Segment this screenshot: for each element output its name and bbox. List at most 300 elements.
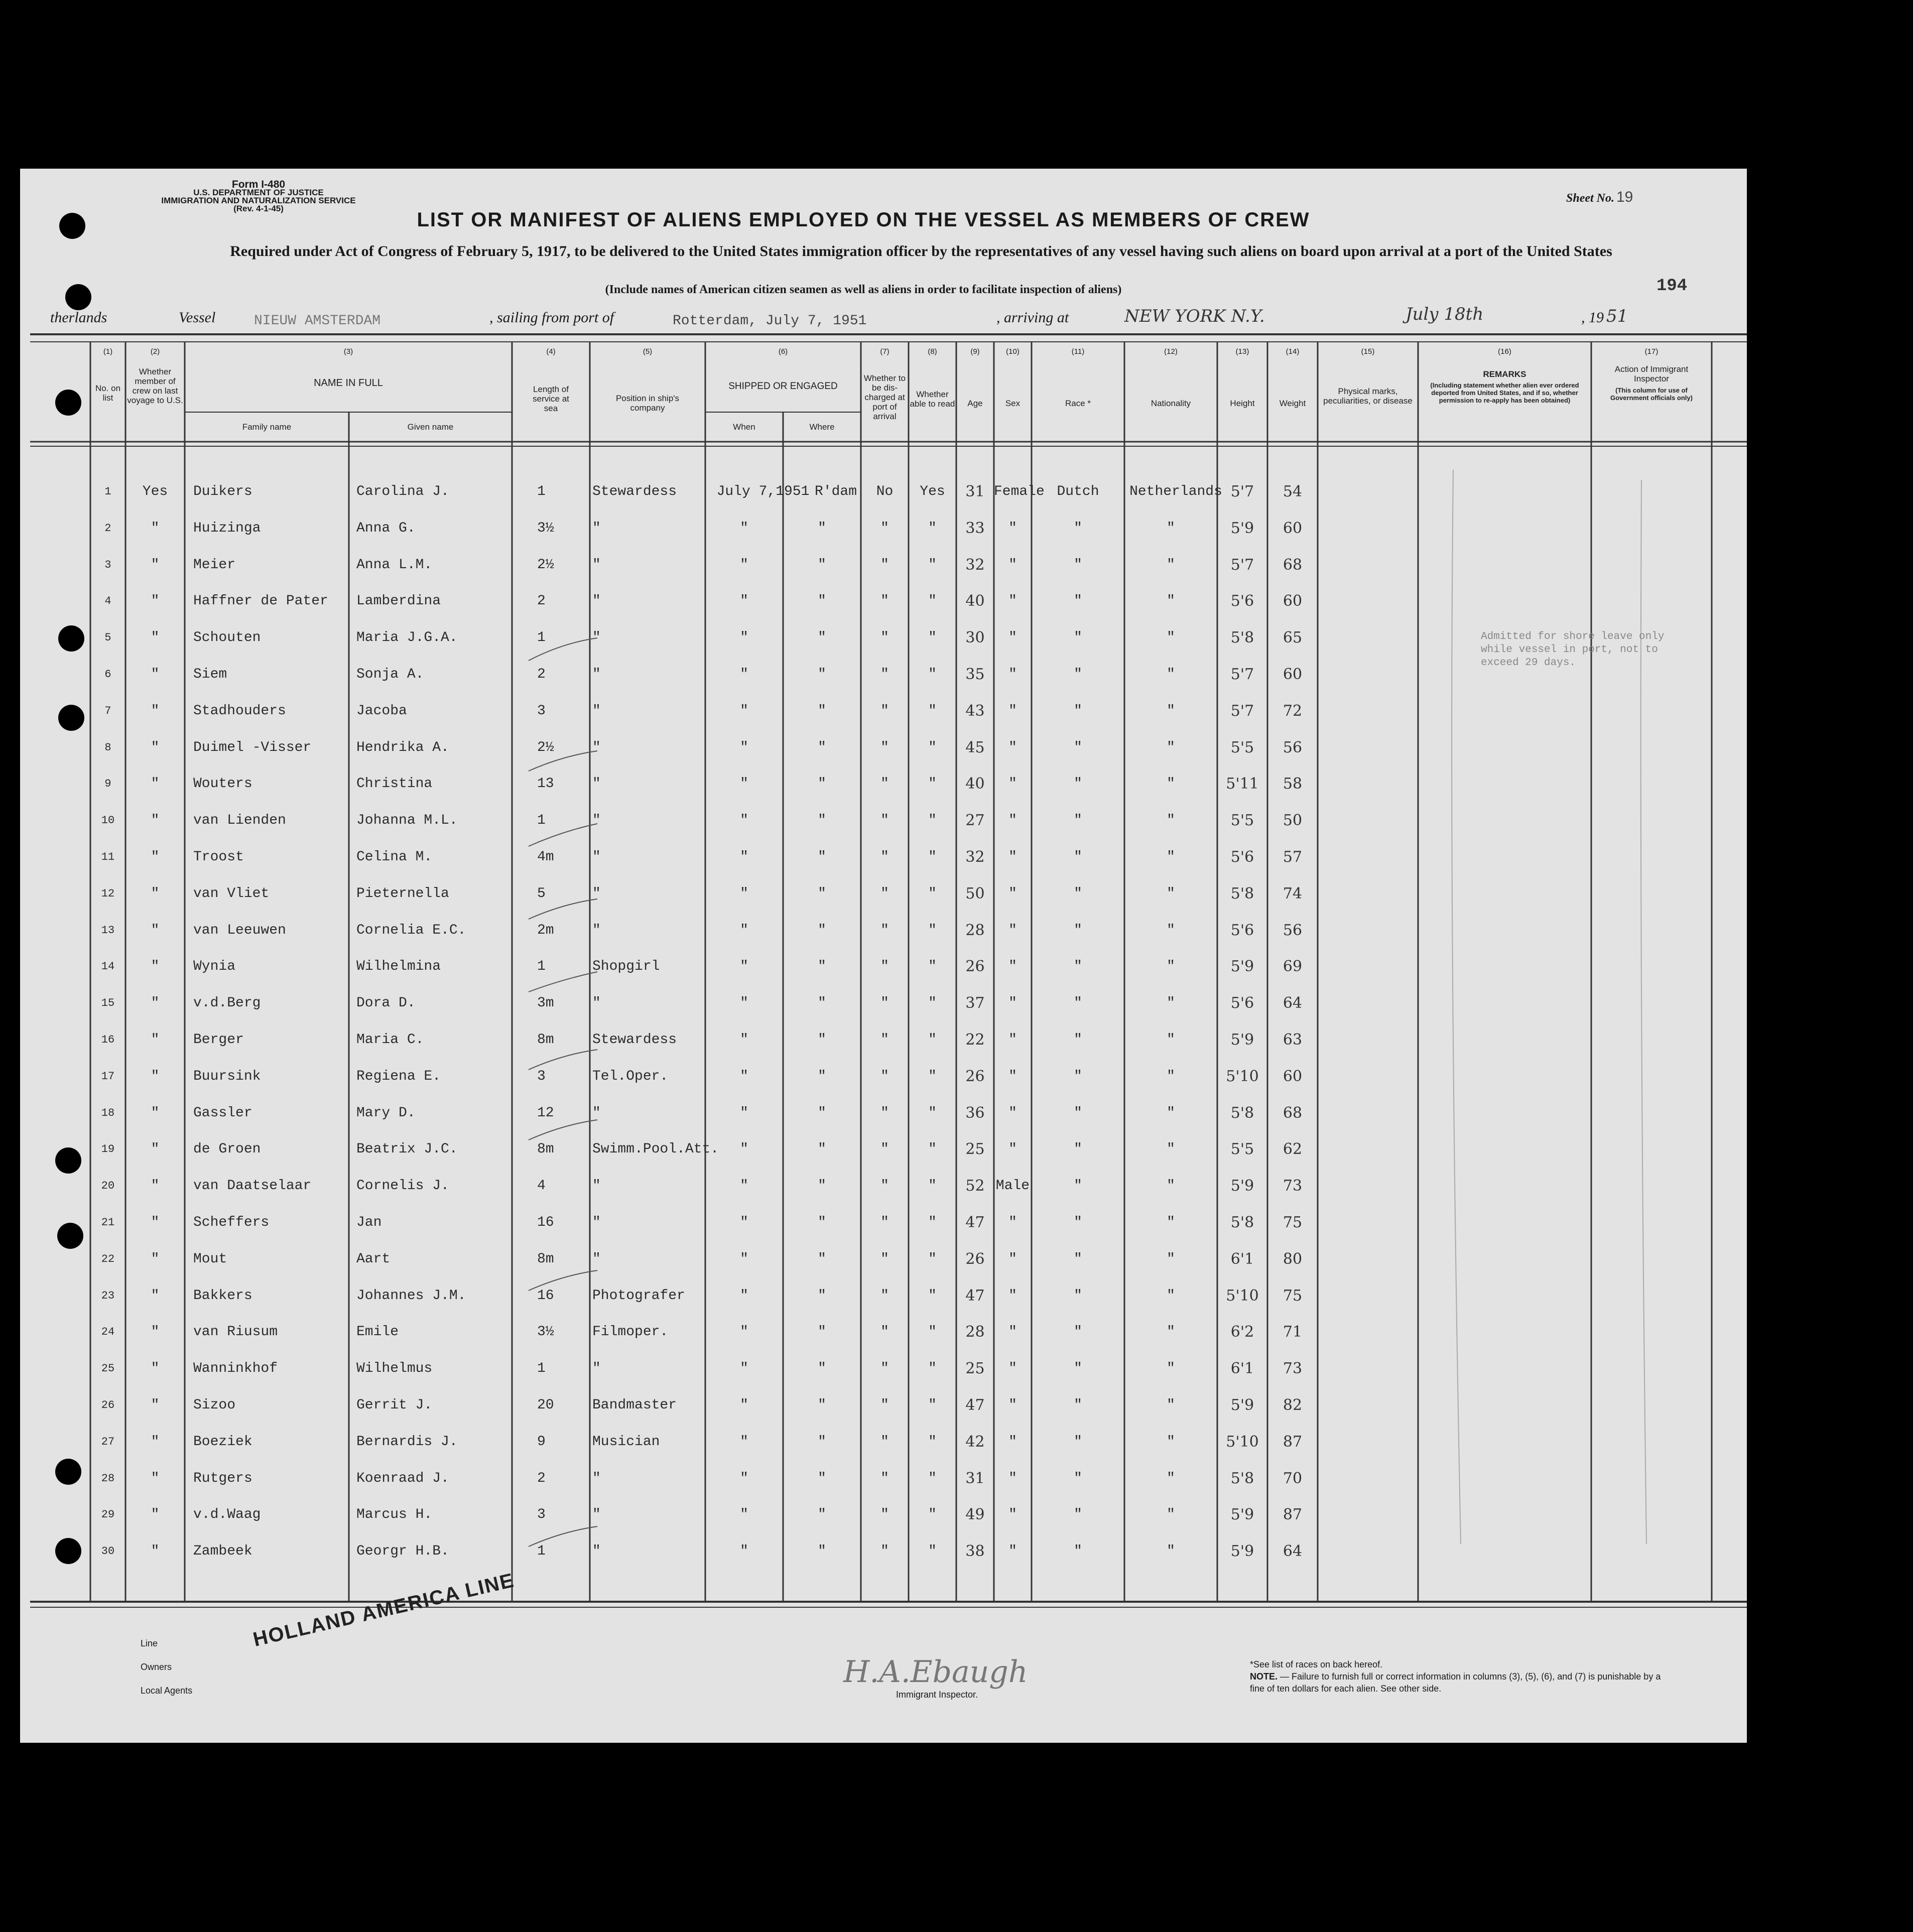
cell-when: " bbox=[740, 776, 748, 792]
cell-read: " bbox=[928, 1507, 937, 1523]
cell-service: 16 bbox=[537, 1287, 554, 1304]
cell-sex: " bbox=[1008, 776, 1017, 792]
cell-no: 19 bbox=[101, 1143, 115, 1156]
col17-sublabel: (This column for use of Government officials only) bbox=[1610, 387, 1693, 402]
cell-disch: " bbox=[880, 1507, 889, 1523]
cell-when: " bbox=[740, 813, 748, 829]
cell-race: " bbox=[1074, 1105, 1082, 1121]
cell-height: 5'8 bbox=[1230, 1104, 1254, 1122]
cell-height: 5'6 bbox=[1230, 848, 1254, 866]
cell-family: Bakkers bbox=[193, 1287, 252, 1304]
arrival-date: July 18th bbox=[1406, 304, 1484, 324]
sailing-label: , sailing from port of bbox=[489, 309, 614, 326]
cell-sex: " bbox=[1008, 813, 1017, 829]
cell-where: " bbox=[818, 1434, 826, 1450]
cell-nat: " bbox=[1167, 1543, 1175, 1560]
cell-nat: " bbox=[1167, 849, 1175, 865]
cell-age: 22 bbox=[965, 1031, 985, 1049]
cell-position: " bbox=[592, 885, 601, 901]
cell-when: " bbox=[740, 667, 748, 682]
cell-where: " bbox=[818, 1105, 826, 1121]
cell-read: " bbox=[928, 1434, 937, 1450]
cell-sex: " bbox=[1008, 1324, 1017, 1340]
cell-weight: 71 bbox=[1283, 1323, 1303, 1341]
cell-age: 43 bbox=[965, 702, 985, 720]
cell-sex: " bbox=[1008, 1251, 1017, 1267]
cell-weight: 50 bbox=[1283, 812, 1303, 830]
cell-race: " bbox=[1074, 520, 1082, 536]
cell-race: " bbox=[1074, 739, 1082, 755]
col8-label: Whether able to read bbox=[910, 390, 955, 409]
cell-service: 3½ bbox=[537, 1324, 554, 1340]
cell-weight: 73 bbox=[1283, 1360, 1303, 1378]
cell-no: 1 bbox=[104, 485, 111, 498]
cell-given: Johanna M.L. bbox=[356, 813, 458, 829]
col13-label: Height bbox=[1230, 399, 1255, 408]
cell-position: Stewardess bbox=[592, 484, 677, 499]
cell-nat: " bbox=[1167, 739, 1175, 755]
cell-disch: " bbox=[880, 557, 889, 573]
cell-where: " bbox=[818, 995, 826, 1011]
arriving-label: , arriving at bbox=[996, 309, 1069, 326]
cell-no: 8 bbox=[104, 741, 111, 754]
cell-service: 4m bbox=[537, 849, 554, 865]
cell-weight: 56 bbox=[1283, 738, 1303, 756]
cell-when: " bbox=[740, 1507, 748, 1523]
cell-nat: " bbox=[1167, 1178, 1175, 1194]
cell-read: " bbox=[928, 1068, 937, 1084]
cell-service: 8m bbox=[537, 1141, 554, 1157]
col1-label: No. on list bbox=[95, 383, 121, 403]
cell-disch: " bbox=[880, 1434, 889, 1450]
cell-last: " bbox=[151, 1105, 160, 1121]
cell-sex: Male bbox=[995, 1178, 1030, 1194]
col15-label: Physical marks, peculiarities, or disease bbox=[1323, 387, 1413, 406]
cell-where: " bbox=[818, 813, 826, 829]
cell-where: " bbox=[818, 630, 826, 646]
cell-nat: " bbox=[1167, 1141, 1175, 1157]
cell-given: Hendrika A. bbox=[356, 739, 449, 755]
cell-disch: " bbox=[880, 995, 889, 1011]
cell-last: " bbox=[151, 995, 160, 1011]
col11-label: Race * bbox=[1065, 399, 1091, 408]
cell-no: 28 bbox=[101, 1472, 115, 1485]
cell-age: 37 bbox=[965, 994, 985, 1012]
cell-weight: 64 bbox=[1283, 994, 1303, 1012]
cell-given: Lamberdina bbox=[356, 593, 441, 609]
cell-no: 5 bbox=[104, 631, 111, 645]
cell-position: Tel.Oper. bbox=[592, 1068, 669, 1084]
cell-read: " bbox=[928, 1397, 937, 1413]
cell-family: Duimel -Visser bbox=[193, 739, 312, 755]
col6-label: SHIPPED OR ENGAGED bbox=[728, 381, 838, 392]
cell-race: " bbox=[1074, 776, 1082, 792]
cell-nat: " bbox=[1167, 995, 1175, 1011]
cell-race: " bbox=[1074, 1141, 1082, 1157]
cell-height: 5'10 bbox=[1226, 1433, 1259, 1451]
cell-disch: " bbox=[880, 1397, 889, 1413]
cell-sex: " bbox=[1008, 739, 1017, 755]
cell-sex: " bbox=[1008, 593, 1017, 609]
cell-height: 5'7 bbox=[1230, 483, 1254, 500]
cell-read: " bbox=[928, 1324, 937, 1340]
cell-position: " bbox=[592, 739, 601, 755]
cell-height: 5'9 bbox=[1230, 1177, 1254, 1195]
cell-no: 2 bbox=[104, 522, 111, 535]
col12-number: (12) bbox=[1164, 347, 1178, 356]
cell-disch: " bbox=[880, 959, 889, 975]
cell-sex: " bbox=[1008, 959, 1017, 975]
cell-when: " bbox=[740, 1434, 748, 1450]
cell-family: van Lienden bbox=[193, 813, 286, 829]
cell-disch: " bbox=[880, 776, 889, 792]
cell-race: " bbox=[1074, 813, 1082, 829]
col5-number: (5) bbox=[643, 347, 653, 356]
col14-number: (14) bbox=[1286, 347, 1300, 356]
service: IMMIGRATION AND NATURALIZATION SERVICE bbox=[161, 196, 356, 205]
col17-number: (17) bbox=[1644, 347, 1659, 356]
cell-age: 42 bbox=[965, 1433, 985, 1451]
cell-race: " bbox=[1074, 1215, 1082, 1230]
cell-where: " bbox=[818, 1032, 826, 1048]
cell-read: " bbox=[928, 630, 937, 646]
cell-last: " bbox=[151, 813, 160, 829]
cell-family: Duikers bbox=[193, 484, 252, 499]
cell-position: " bbox=[592, 1105, 601, 1121]
arrival-port: NEW YORK N.Y. bbox=[1124, 306, 1265, 326]
col7-label: Whether to be dis-charged at port of arrival bbox=[863, 373, 906, 421]
cell-no: 25 bbox=[101, 1362, 115, 1375]
cell-weight: 87 bbox=[1283, 1506, 1303, 1524]
cell-sex: " bbox=[1008, 1434, 1017, 1450]
cell-family: Gassler bbox=[193, 1105, 252, 1121]
cell-when: " bbox=[740, 1178, 748, 1194]
cell-sex: " bbox=[1008, 1470, 1017, 1486]
cell-where: " bbox=[818, 885, 826, 901]
cell-service: 3 bbox=[537, 703, 546, 719]
cell-where: " bbox=[818, 922, 826, 938]
cell-where: " bbox=[818, 1068, 826, 1084]
cell-nat: " bbox=[1167, 1507, 1175, 1523]
cell-given: Celina M. bbox=[356, 849, 433, 865]
cell-disch: " bbox=[880, 1105, 889, 1121]
cell-no: 4 bbox=[104, 595, 111, 608]
cell-family: Schouten bbox=[193, 630, 261, 646]
local-agents-label: Local Agents bbox=[141, 1686, 193, 1696]
cell-age: 26 bbox=[965, 1250, 985, 1268]
cell-disch: " bbox=[880, 703, 889, 719]
cell-nat: " bbox=[1167, 1397, 1175, 1413]
cell-last: " bbox=[151, 1141, 160, 1157]
cell-sex: " bbox=[1008, 1141, 1017, 1157]
cell-read: " bbox=[928, 557, 937, 573]
cell-sex: " bbox=[1008, 557, 1017, 573]
cell-where: " bbox=[818, 1507, 826, 1523]
cell-age: 31 bbox=[965, 483, 985, 500]
cell-no: 23 bbox=[101, 1289, 115, 1302]
cell-where: " bbox=[818, 1215, 826, 1230]
cell-family: Zambeek bbox=[193, 1543, 252, 1560]
cell-race: Dutch bbox=[1057, 484, 1099, 499]
cell-position: Stewardess bbox=[592, 1032, 677, 1048]
line-label: Line bbox=[141, 1638, 158, 1648]
cell-weight: 60 bbox=[1283, 519, 1303, 537]
cell-height: 5'6 bbox=[1230, 921, 1254, 939]
cell-sex: " bbox=[1008, 1287, 1017, 1304]
cell-height: 5'9 bbox=[1230, 958, 1254, 976]
cell-service: 5 bbox=[537, 885, 546, 901]
col17-label: Action of Immigrant Inspector bbox=[1614, 364, 1689, 383]
cell-sex: " bbox=[1008, 667, 1017, 682]
cell-last: " bbox=[151, 776, 160, 792]
cell-last: " bbox=[151, 959, 160, 975]
cell-read: Yes bbox=[920, 484, 945, 499]
cell-weight: 54 bbox=[1283, 483, 1303, 500]
cell-when: " bbox=[740, 959, 748, 975]
cell-read: " bbox=[928, 1215, 937, 1230]
cell-last: " bbox=[151, 1215, 160, 1230]
cell-age: 52 bbox=[965, 1177, 985, 1195]
cell-position: " bbox=[592, 630, 601, 646]
cell-age: 25 bbox=[965, 1140, 985, 1158]
cell-height: 5'9 bbox=[1230, 1031, 1254, 1049]
cell-position: " bbox=[592, 1215, 601, 1230]
cell-age: 28 bbox=[965, 1323, 985, 1341]
cell-weight: 56 bbox=[1283, 921, 1303, 939]
cell-height: 5'10 bbox=[1226, 1286, 1259, 1305]
cell-sex: " bbox=[1008, 885, 1017, 901]
cell-given: Regiena E. bbox=[356, 1068, 441, 1084]
cell-given: Jacoba bbox=[356, 703, 407, 719]
cell-height: 5'11 bbox=[1226, 775, 1259, 793]
cell-height: 5'8 bbox=[1230, 884, 1254, 903]
vessel-label: Vessel bbox=[179, 309, 216, 326]
cell-weight: 64 bbox=[1283, 1542, 1303, 1561]
cell-read: " bbox=[928, 922, 937, 938]
cell-service: 3 bbox=[537, 1068, 546, 1084]
cell-height: 6'1 bbox=[1230, 1360, 1254, 1378]
cell-last: " bbox=[151, 739, 160, 755]
cell-given: Mary D. bbox=[356, 1105, 416, 1121]
cell-race: " bbox=[1074, 1068, 1082, 1084]
cell-service: 2 bbox=[537, 667, 546, 682]
cell-when: " bbox=[740, 885, 748, 901]
cell-age: 38 bbox=[965, 1542, 985, 1561]
cell-height: 5'7 bbox=[1230, 666, 1254, 683]
cell-nat: " bbox=[1167, 1361, 1175, 1377]
cell-last: " bbox=[151, 630, 160, 646]
cell-family: Buursink bbox=[193, 1068, 261, 1084]
cell-read: " bbox=[928, 520, 937, 536]
col3-given-label: Given name bbox=[407, 422, 454, 432]
cell-sex: " bbox=[1008, 849, 1017, 865]
cell-family: Haffner de Pater bbox=[193, 593, 328, 609]
cell-read: " bbox=[928, 593, 937, 609]
col15-number: (15) bbox=[1361, 347, 1375, 356]
col12-label: Nationality bbox=[1151, 399, 1191, 408]
cell-age: 26 bbox=[965, 1067, 985, 1085]
cell-where: " bbox=[818, 1287, 826, 1304]
cell-age: 33 bbox=[965, 519, 985, 537]
cell-last: " bbox=[151, 885, 160, 901]
cell-no: 21 bbox=[101, 1216, 115, 1229]
cell-last: " bbox=[151, 593, 160, 609]
cell-read: " bbox=[928, 667, 937, 682]
document-title: LIST OR MANIFEST OF ALIENS EMPLOYED ON THE VESSEL AS MEMBERS OF CREW bbox=[417, 209, 1310, 231]
cell-weight: 60 bbox=[1283, 666, 1303, 683]
cell-family: Scheffers bbox=[193, 1215, 270, 1230]
cell-family: Siem bbox=[193, 667, 227, 682]
cell-race: " bbox=[1074, 1361, 1082, 1377]
cell-no: 17 bbox=[101, 1070, 115, 1083]
cell-race: " bbox=[1074, 1543, 1082, 1560]
cell-disch: " bbox=[880, 1178, 889, 1194]
cell-family: Stadhouders bbox=[193, 703, 286, 719]
cell-sex: " bbox=[1008, 1032, 1017, 1048]
cell-age: 40 bbox=[965, 775, 985, 793]
cell-when: " bbox=[740, 1361, 748, 1377]
cell-nat: " bbox=[1167, 776, 1175, 792]
cell-when: " bbox=[740, 739, 748, 755]
cell-sex: " bbox=[1008, 1361, 1017, 1377]
cell-read: " bbox=[928, 1543, 937, 1560]
cell-nat: " bbox=[1167, 885, 1175, 901]
cell-height: 5'8 bbox=[1230, 629, 1254, 647]
cell-when: " bbox=[740, 1324, 748, 1340]
cell-read: " bbox=[928, 885, 937, 901]
cell-where: " bbox=[818, 849, 826, 865]
cell-race: " bbox=[1074, 557, 1082, 573]
cell-when: " bbox=[740, 703, 748, 719]
document-subtitle: Required under Act of Congress of February 5, 1917, to be delivered to the United States immigration officer by the representatives of any vessel having such aliens on board upon arrival at a port of the United States bbox=[230, 243, 1612, 260]
cell-given: Cornelia E.C. bbox=[356, 922, 466, 938]
cell-no: 9 bbox=[104, 778, 111, 791]
cell-given: Beatrix J.C. bbox=[356, 1141, 458, 1157]
cell-race: " bbox=[1074, 1470, 1082, 1486]
cell-where: " bbox=[818, 1397, 826, 1413]
cell-disch: " bbox=[880, 1032, 889, 1048]
cell-no: 20 bbox=[101, 1180, 115, 1193]
sheet-label: Sheet No. bbox=[1566, 192, 1614, 205]
sheet-value: 19 bbox=[1616, 189, 1633, 205]
cell-height: 5'8 bbox=[1230, 1214, 1254, 1231]
col5-label: Position in ship's company bbox=[615, 394, 680, 413]
cell-when: " bbox=[740, 1215, 748, 1230]
cell-family: Huizinga bbox=[193, 520, 261, 536]
col16-sublabel: (Including statement whether alien ever ordered deported from United States, and if so, whether permission to re-apply has been obtained) bbox=[1430, 381, 1579, 404]
cell-sex: " bbox=[1008, 1105, 1017, 1121]
cell-when: " bbox=[740, 995, 748, 1011]
cell-height: 6'1 bbox=[1230, 1250, 1254, 1268]
cell-read: " bbox=[928, 1287, 937, 1304]
cell-sex: " bbox=[1008, 1215, 1017, 1230]
cell-no: 16 bbox=[101, 1034, 115, 1046]
cell-given: Georgr H.B. bbox=[356, 1543, 449, 1560]
cell-weight: 74 bbox=[1283, 884, 1303, 903]
note-label: NOTE. bbox=[1250, 1671, 1278, 1682]
cell-age: 47 bbox=[965, 1396, 985, 1414]
cell-sex: " bbox=[1008, 1543, 1017, 1560]
cell-position: Swimm.Pool.Att. bbox=[592, 1141, 719, 1157]
year: 51 bbox=[1606, 306, 1628, 326]
col11-number: (11) bbox=[1071, 347, 1085, 356]
cell-when: " bbox=[740, 1543, 748, 1560]
cell-nat: " bbox=[1167, 1434, 1175, 1450]
cell-position: " bbox=[592, 813, 601, 829]
year-prefix: , 19 bbox=[1581, 309, 1604, 326]
cell-last: " bbox=[151, 667, 160, 682]
cell-weight: 70 bbox=[1283, 1469, 1303, 1487]
col16-number: (16) bbox=[1498, 347, 1511, 356]
footnote bbox=[1250, 1658, 1667, 1695]
cell-service: 8m bbox=[537, 1032, 554, 1048]
cell-position: Filmoper. bbox=[592, 1324, 669, 1340]
cell-where: " bbox=[818, 776, 826, 792]
cell-height: 5'5 bbox=[1230, 1140, 1254, 1158]
cell-where: " bbox=[818, 1324, 826, 1340]
cell-age: 45 bbox=[965, 738, 985, 756]
cell-last: " bbox=[151, 1434, 160, 1450]
cell-family: Rutgers bbox=[193, 1470, 252, 1486]
cell-disch: " bbox=[880, 1470, 889, 1486]
cell-disch: " bbox=[880, 1215, 889, 1230]
cell-service: 1 bbox=[537, 1543, 546, 1560]
cell-nat: " bbox=[1167, 959, 1175, 975]
cell-weight: 68 bbox=[1283, 1104, 1303, 1122]
cell-weight: 69 bbox=[1283, 958, 1303, 976]
cell-when: " bbox=[740, 1287, 748, 1304]
col7-number: (7) bbox=[880, 347, 889, 356]
cell-height: 5'5 bbox=[1230, 812, 1254, 830]
cell-weight: 60 bbox=[1283, 1067, 1303, 1085]
cell-read: " bbox=[928, 1251, 937, 1267]
cell-age: 50 bbox=[965, 884, 985, 903]
note-text: — Failure to furnish full or correct information in columns (3), (5), (6), and (7) is punishable by a fine of ten dollars for each alien. See other side. bbox=[1250, 1671, 1661, 1694]
cell-age: 47 bbox=[965, 1286, 985, 1305]
cell-service: 3½ bbox=[537, 520, 554, 536]
cell-last: " bbox=[151, 1361, 160, 1377]
cell-service: 4 bbox=[537, 1178, 546, 1194]
cell-nat: " bbox=[1167, 593, 1175, 609]
cell-age: 27 bbox=[965, 812, 985, 830]
revision: (Rev. 4-1-45) bbox=[233, 204, 284, 213]
cell-family: van Riusum bbox=[193, 1324, 278, 1340]
col4-number: (4) bbox=[546, 347, 556, 356]
cell-disch: " bbox=[880, 1141, 889, 1157]
cell-sex: Female bbox=[994, 484, 1045, 499]
cell-age: 31 bbox=[965, 1469, 985, 1487]
cell-where: " bbox=[818, 1178, 826, 1194]
cell-no: 30 bbox=[101, 1545, 115, 1558]
cell-family: v.d.Waag bbox=[193, 1507, 261, 1523]
cell-position: " bbox=[592, 776, 601, 792]
cell-height: 5'10 bbox=[1226, 1067, 1259, 1085]
cell-service: 8m bbox=[537, 1251, 554, 1267]
cell-position: " bbox=[592, 703, 601, 719]
cell-disch: " bbox=[880, 520, 889, 536]
cell-position: Shopgirl bbox=[592, 959, 660, 975]
cell-given: Anna G. bbox=[356, 520, 416, 536]
cell-where: " bbox=[818, 1543, 826, 1560]
cell-last: " bbox=[151, 1397, 160, 1413]
remarks-note: Admitted for shore leave only while vessel in port, not to exceed 29 days. bbox=[1481, 631, 1665, 669]
cell-service: 2m bbox=[537, 922, 554, 938]
cell-disch: " bbox=[880, 1543, 889, 1560]
cell-nat: " bbox=[1167, 1068, 1175, 1084]
cell-given: Wilhelmus bbox=[356, 1361, 433, 1377]
cell-no: 13 bbox=[101, 924, 115, 937]
cell-height: 5'9 bbox=[1230, 519, 1254, 537]
